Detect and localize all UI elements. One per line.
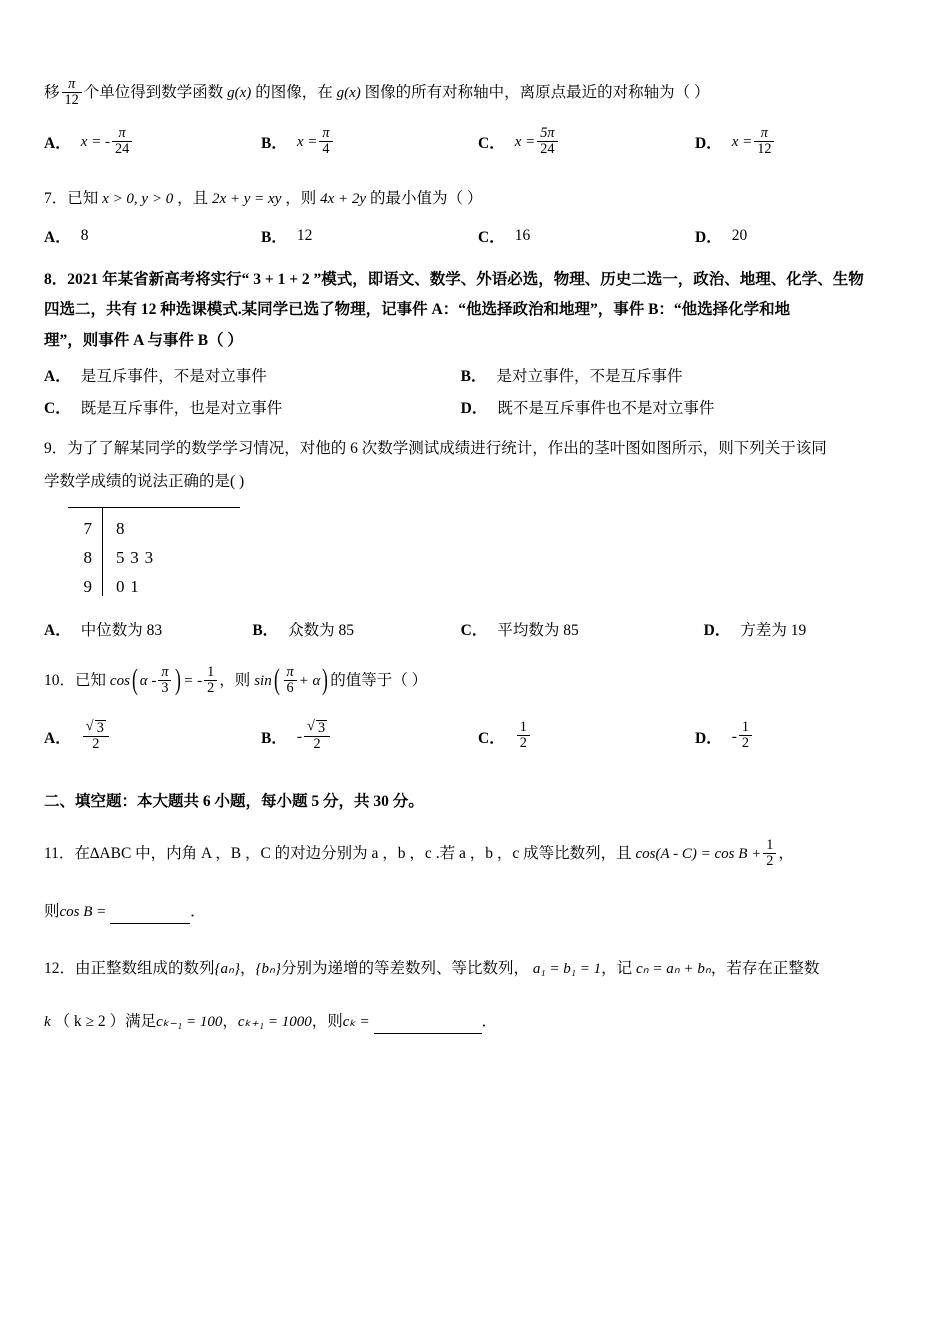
question-8-options-row2 [44,396,912,418]
q6-text: 个单位得到数学函数 [83,84,224,102]
question-8-line3 [44,330,912,352]
leaf: 3 [144,548,159,568]
q7-number: 7． [44,189,68,207]
q8-option-b[interactable] [461,364,912,386]
q10-known: 已知 [75,671,107,689]
q7-option-b-label: B． [261,228,287,246]
question-8-line1 [44,269,912,291]
q6-option-d-lead: x = [731,133,753,150]
q12-text-c: ，记 [601,960,633,978]
q8-option-a-label: A． [44,368,71,386]
leaf: 0 [116,577,131,597]
question-9-line1 [44,438,912,460]
paren-open-icon: ( [131,664,138,697]
q7-option-d[interactable] [695,225,912,247]
leaf: 8 [116,518,131,538]
q12-tail: ． [481,1012,498,1030]
q6-option-c-lead: x = [514,133,536,150]
q8-option-d-label: D． [460,400,488,418]
question-6-tail [44,78,912,109]
q6-g1: g(x) [227,85,252,102]
q8-option-a[interactable] [44,364,461,386]
q7-cond2: 2x + y = xy [211,190,282,207]
q10-option-b-fraction: √ $\frac{3}{2}$ [304,720,330,752]
question-12-stem [44,958,912,981]
q8-option-d-text: 既不是互斥事件也不是对立事件 [497,400,715,418]
q10-option-a[interactable] [44,721,261,753]
q10-option-d-label: D． [695,729,722,747]
q9-option-a-text: 中位数为 83 [80,621,163,639]
q9-option-d[interactable] [704,618,912,640]
question-6-options [44,124,912,158]
q9-option-c[interactable] [461,618,704,640]
stemleaf-rows [44,508,264,602]
q10-option-b[interactable] [261,721,478,753]
q9-text2: 学数学成绩的说法正确的是( ) [44,472,245,490]
q6-option-b-label: B． [261,135,287,153]
leaf: 5 [116,548,131,568]
stem-value: 9 [83,577,92,597]
q10-option-c-label: C． [478,729,505,747]
q7-option-a-text: 8 [80,226,89,244]
q10-expr2-fraction: $\frac{\pi}{6}$ [284,665,297,696]
stemleaf-row [44,572,264,601]
q7-expr: 4x + 2y [320,190,367,207]
q10-option-d-fraction: $\frac{1}{2}$ [739,720,752,751]
q7-option-b[interactable] [261,225,478,247]
q8-number: 8． [44,270,68,288]
question-10-options [44,721,912,753]
q11-answer-blank[interactable] [110,908,190,925]
q6-option-a-fraction: $\frac{\pi}{24}$ [112,126,132,157]
q11-line2-expr: cos B = [59,904,107,921]
question-7-options [44,225,912,247]
q7-option-d-text: 20 [731,226,748,244]
q11-line2-lead: 则 [44,903,60,921]
stemleaf-vertical-rule [102,508,103,596]
q12-k-cond: （ k ≥ 2 ） [54,1012,126,1030]
q7-option-a[interactable] [44,225,261,247]
q10-option-b-sign: - [296,727,303,745]
q10-expr-fraction: $\frac{\pi}{3}$ [158,665,171,696]
q6-option-b[interactable] [261,124,478,158]
q7-option-d-label: D． [695,228,722,246]
q11-number: 11． [44,844,75,862]
q12-seq-a: {aₙ} [214,961,241,978]
q10-option-a-label: A． [44,729,71,747]
q6-option-a-label: A． [44,135,71,153]
q12-eq3: cₖ = [342,1013,370,1030]
q9-option-d-label: D． [703,621,731,639]
q9-option-a-label: A． [44,621,71,639]
leaf-values [102,514,130,543]
q9-option-c-text: 平均数为 85 [497,621,579,639]
leaf-values [102,572,145,601]
q8-option-a-text: 是互斥事件，不是对立事件 [80,368,267,386]
section-2-heading: 二、填空题：本大题共 6 小题，每小题 5 分，共 30 分。 [44,792,424,810]
q12-k: k [44,1013,51,1030]
q10-option-d-sign: - [731,727,737,745]
q7-option-b-text: 12 [296,226,313,244]
question-12-line2 [44,1011,912,1034]
q12-answer-blank[interactable] [374,1017,482,1034]
q8-option-d[interactable] [461,396,912,418]
q12-cond1: a₁ = b₁ = 1 [532,961,602,978]
leaf: 1 [130,577,145,597]
question-11-line2 [44,901,912,924]
q6-option-b-fraction: $\frac{\pi}{4}$ [319,126,332,157]
q10-eq: = - [183,672,203,689]
q12-comma: ， [240,960,256,978]
leaf: 3 [130,548,145,568]
page-content [44,78,912,1036]
q8-option-b-label: B． [460,368,487,386]
q12-text-b: 分别为递增的等差数列、等比数列， [281,960,530,978]
paren-open-icon-2: ( [273,664,280,697]
q10-tail: 的值等于（ ） [330,671,428,689]
stem-value: 8 [83,548,92,568]
q6-option-a[interactable] [44,124,261,158]
q8-text3: 理”，则事件 A 与事件 B（ ） [44,331,243,349]
question-10-stem [44,663,912,697]
q12-eq2: cₖ₊₁ = 1000 [237,1013,312,1030]
q12-eq1: cₖ₋₁ = 100 [156,1013,223,1030]
q10-option-d[interactable] [695,721,912,753]
paren-close-icon: ) [175,664,182,697]
q10-option-c-fraction: $\frac{1}{2}$ [517,720,530,751]
q10-option-b-label: B． [261,729,287,747]
q10-expr2-tail: + α [298,672,321,689]
q11-text: 在∆ABC 中，内角 A ，B ，C 的对边分别为 a ，b ，c .若 a ，b ，c 成等比数列，且 [74,844,632,862]
question-9-options [44,618,912,640]
q10-then: ，则 [219,671,251,689]
q7-then: ，则 [285,189,317,207]
stemleaf-row [44,514,264,543]
q8-option-c[interactable] [44,396,461,418]
question-8-options-row1 [44,364,912,386]
q6-option-b-lead: x = [296,133,318,150]
q7-option-c-text: 16 [514,226,531,244]
q10-expr-inner: α - [139,672,157,689]
q8-option-c-label: C． [44,400,71,418]
question-8-line2 [44,299,912,321]
question-11-stem [44,836,912,870]
q11-line2-tail: ． [190,903,206,921]
question-9-line2 [44,471,912,493]
q9-option-b[interactable] [252,618,460,640]
q10-value-fraction: $\frac{1}{2}$ [204,665,217,696]
q6-suffix: 图像的所有对称轴中，离原点最近的对称轴为（ ） [364,84,710,102]
q12-text-a: 由正整数组成的数列 [75,960,215,978]
q12-satisfy: 满足 [125,1012,157,1030]
q7-tail: 的最小值为（ ） [369,189,483,207]
q11-formula-lead: cos(A - C) = cos B + [635,845,762,862]
q6-option-c-label: C． [478,135,505,153]
paren-close-icon-2: ) [322,664,329,697]
q9-option-b-label: B． [252,621,279,639]
q7-comma: ，且 [177,189,209,207]
q6-option-c[interactable] [478,124,695,158]
q6-prefix: 移 [44,84,60,102]
stem-and-leaf-plot [44,507,264,602]
q10-expr2-lead: sin [254,672,272,689]
q12-comma2: ， [222,1012,238,1030]
q7-option-a-label: A． [44,228,71,246]
q10-option-a-fraction: √ $\frac{3}{2}$ [83,720,109,752]
q8-text2: 四选二，共有 12 种选课模式.某同学已选了物理，记事件 A：“他选择政治和地理”，事件 B：“他选择化学和地 [44,301,791,319]
q9-number: 9． [44,440,68,458]
q11-formula-tail: ， [778,844,794,862]
q7-cond1: x > 0, y > 0 [102,190,174,207]
q10-expr-lead: cos [109,672,130,689]
q12-text-d: ，若存在正整数 [710,960,820,978]
q8-text1: 2021 年某省新高考将实行“ 3 + 1 + 2 ”模式，即语文、数学、外语必选，物理、历史二选一，政治、地理、化学、生物 [67,270,864,288]
q9-option-a[interactable] [44,618,252,640]
q8-option-b-text: 是对立事件，不是互斥事件 [496,368,683,386]
q9-text1: 为了了解某同学的数学学习情况，对他的 6 次数学测试成绩进行统计，作出的茎叶图如图所示，则下列关于该同 [67,440,827,458]
stem-value: 7 [83,518,92,538]
q12-cond2: cₙ = aₙ + bₙ [635,961,711,978]
q12-then: ，则 [311,1012,343,1030]
sqrt-icon: √ 3 [86,720,106,736]
q10-option-c[interactable] [478,721,695,753]
q10-number: 10． [44,671,76,689]
q6-fraction: $\frac{\pi}{12}$ [62,77,82,108]
q6-option-d-label: D． [695,135,722,153]
q7-known: 已知 [67,189,99,207]
q6-g2: g(x) [336,85,361,102]
stemleaf-row [44,543,264,572]
q6-option-a-lead: x = - [80,133,110,150]
q6-option-d-fraction: $\frac{\pi}{12}$ [754,126,774,157]
q6-option-c-fraction: $\frac{5\pi}{24}$ [537,126,557,157]
q7-option-c-label: C． [478,228,505,246]
q12-seq-b: {bₙ} [255,961,282,978]
q11-formula-fraction: $\frac{1}{2}$ [763,838,776,869]
q9-option-b-text: 众数为 85 [288,621,355,639]
q6-mid: 的图像，在 [255,84,333,102]
question-7-stem [44,188,912,211]
sqrt-icon: √ 3 [307,720,327,736]
q6-option-d[interactable] [695,124,912,158]
q9-option-c-label: C． [460,621,488,639]
q7-option-c[interactable] [478,225,695,247]
leaf-values [102,543,159,572]
q8-option-c-text: 既是互斥事件，也是对立事件 [80,400,283,418]
q9-option-d-text: 方差为 19 [740,621,807,639]
q12-number: 12． [44,960,76,978]
